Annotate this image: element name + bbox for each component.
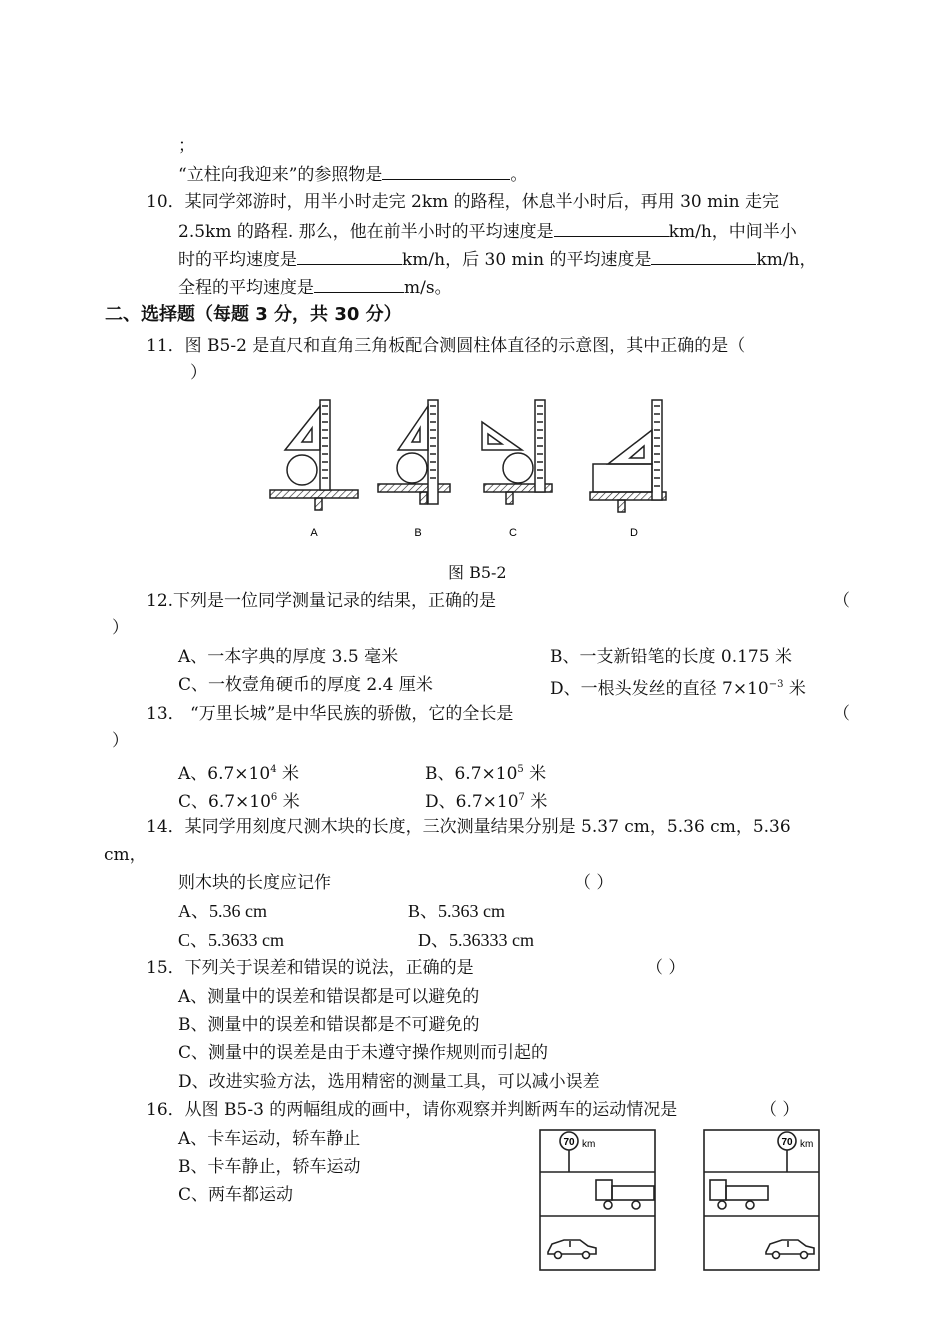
- q13-b-text: B、6.7×10: [425, 764, 518, 784]
- q15-option-d[interactable]: D、改进实验方法，选用精密的测量工具，可以减小误差: [178, 1072, 600, 1092]
- q12-stem: 12.下列是一位同学测量记录的结果，正确的是: [146, 591, 497, 611]
- q13-option-d[interactable]: [425, 786, 547, 814]
- figure-b5-2: [260, 392, 680, 552]
- diagram-c: [482, 400, 552, 504]
- q10-line4: [178, 274, 452, 300]
- q9-semicolon: ；: [178, 136, 195, 156]
- q14-line1: 14．某同学用刻度尺测木块的长度，三次测量结果分别是 5.37 cm，5.36 cm，5.36: [146, 817, 791, 837]
- figure-caption: 图 B5-2: [448, 563, 507, 582]
- q15-option-b[interactable]: B、测量中的误差和错误都是不可避免的: [178, 1015, 480, 1035]
- label-a: A: [310, 527, 318, 539]
- q10-line1: 10．某同学郊游时，用半小时走完 2km 的路程，休息半小时后，再用 30 min 走完: [146, 192, 780, 212]
- q13-b-unit: 米: [523, 764, 547, 784]
- q12-answer-paren-close: ）: [112, 618, 129, 638]
- q15-stem: 15．下列关于误差和错误的说法，正确的是: [146, 958, 474, 978]
- q10-blank-overall[interactable]: [314, 274, 404, 293]
- q12-d-exponent: −3: [768, 679, 784, 690]
- car-icon: [548, 1240, 596, 1259]
- q9-end: 。: [510, 165, 528, 185]
- section-heading: 二、选择题（每题 3 分，共 30 分）: [105, 304, 402, 325]
- q10-blank-middle[interactable]: [297, 246, 402, 265]
- q13-d-text: D、6.7×10: [425, 792, 519, 812]
- q13-a-text: A、6.7×10: [178, 764, 271, 784]
- q12-option-c[interactable]: C、一枚壹角硬币的厚度 2.4 厘米: [178, 675, 433, 695]
- q11-line1: 11．图 B5-2 是直尺和直角三角板配合测圆柱体直径的示意图，其中正确的是（: [146, 336, 746, 356]
- q12-d-unit: 米: [783, 679, 806, 699]
- sign-number-left: 70: [563, 1137, 575, 1148]
- q16-option-c[interactable]: C、两车都运动: [178, 1185, 294, 1205]
- q13-option-a[interactable]: [178, 758, 299, 786]
- q14-line2: cm，: [104, 845, 147, 865]
- q16-option-a[interactable]: A、卡车运动，轿车静止: [178, 1129, 361, 1149]
- q14-option-b[interactable]: B、5.363 cm: [408, 901, 505, 921]
- q13-a-unit: 米: [276, 764, 299, 784]
- q12-option-b[interactable]: B、一支新铅笔的长度 0.175 米: [550, 647, 792, 667]
- q13-c-text: C、6.7×10: [178, 792, 271, 812]
- truck-icon: [710, 1180, 768, 1209]
- q14-answer-paren[interactable]: （ ）: [574, 873, 614, 893]
- q13-d-exponent: 7: [518, 792, 525, 803]
- sign-number-right: 70: [781, 1137, 793, 1148]
- figure-b5-3: [538, 1128, 828, 1272]
- diagram-b: [378, 400, 450, 504]
- q15-option-a[interactable]: A、测量中的误差和错误都是可以避免的: [178, 987, 480, 1007]
- q10-text: m/s。: [404, 278, 452, 298]
- car-icon: [766, 1240, 814, 1259]
- panel-right: [704, 1130, 819, 1270]
- q13-c-exponent: 6: [270, 792, 278, 803]
- sign-unit-right: km: [800, 1139, 814, 1150]
- q10-blank-last[interactable]: [651, 246, 756, 265]
- q13-b-exponent: 5: [517, 764, 524, 775]
- q10-blank-first-half[interactable]: [554, 218, 669, 237]
- q16-option-b[interactable]: B、卡车静止，轿车运动: [178, 1157, 361, 1177]
- q10-text: 2.5km 的路程. 那么，他在前半小时的平均速度是: [178, 222, 554, 242]
- q10-text: km/h，: [756, 250, 817, 270]
- q13-c-unit: 米: [277, 792, 300, 812]
- q10-text: 时的平均速度是: [178, 250, 297, 270]
- q10-text: km/h，后 30 min 的平均速度是: [402, 250, 652, 270]
- q13-d-unit: 米: [524, 792, 548, 812]
- q9-blank[interactable]: [382, 161, 510, 180]
- q13-a-exponent: 4: [270, 764, 277, 775]
- panel-left: [540, 1130, 655, 1270]
- label-c: C: [509, 527, 517, 539]
- q9-text: “立柱向我迎来”的参照物是: [178, 165, 383, 185]
- q14-option-a[interactable]: A、5.36 cm: [178, 901, 267, 921]
- q13-answer-paren-close: ）: [112, 731, 129, 751]
- diagram-a: [270, 400, 358, 510]
- q12-option-d[interactable]: [550, 673, 806, 701]
- q13-stem: 13． “万里长城”是中华民族的骄傲，它的全长是: [146, 704, 514, 724]
- q13-option-b[interactable]: [425, 758, 546, 786]
- q9-line: [178, 161, 527, 187]
- q10-text: km/h，中间半小: [668, 222, 797, 242]
- q12-d-text: D、一根头发丝的直径 7×10: [550, 679, 769, 699]
- q16-stem: 16．从图 B5-3 的两幅组成的画中，请你观察并判断两车的运动情况是: [146, 1100, 678, 1120]
- q10-line3: [178, 246, 817, 272]
- truck-icon: [596, 1180, 654, 1209]
- q14-option-d[interactable]: D、5.36333 cm: [418, 930, 534, 950]
- q12-option-a[interactable]: A、一本字典的厚度 3.5 毫米: [178, 647, 399, 667]
- diagram-d: [590, 400, 666, 512]
- q13-answer-paren-open: （: [833, 704, 850, 724]
- q15-option-c[interactable]: C、测量中的误差是由于未遵守操作规则而引起的: [178, 1043, 549, 1063]
- q14-option-c[interactable]: C、5.3633 cm: [178, 930, 284, 950]
- label-b: B: [414, 527, 422, 539]
- q10-line2: [178, 218, 797, 244]
- sign-unit-left: km: [582, 1139, 596, 1150]
- q13-option-c[interactable]: [178, 786, 300, 814]
- q14-line3: 则木块的长度应记作: [178, 873, 331, 893]
- q11-line2: ）: [190, 363, 207, 383]
- q16-answer-paren[interactable]: （ ）: [760, 1100, 800, 1120]
- q15-answer-paren[interactable]: （ ）: [646, 958, 686, 978]
- q10-text: 全程的平均速度是: [178, 278, 314, 298]
- label-d: D: [630, 527, 638, 539]
- q12-answer-paren-open: （: [833, 591, 850, 611]
